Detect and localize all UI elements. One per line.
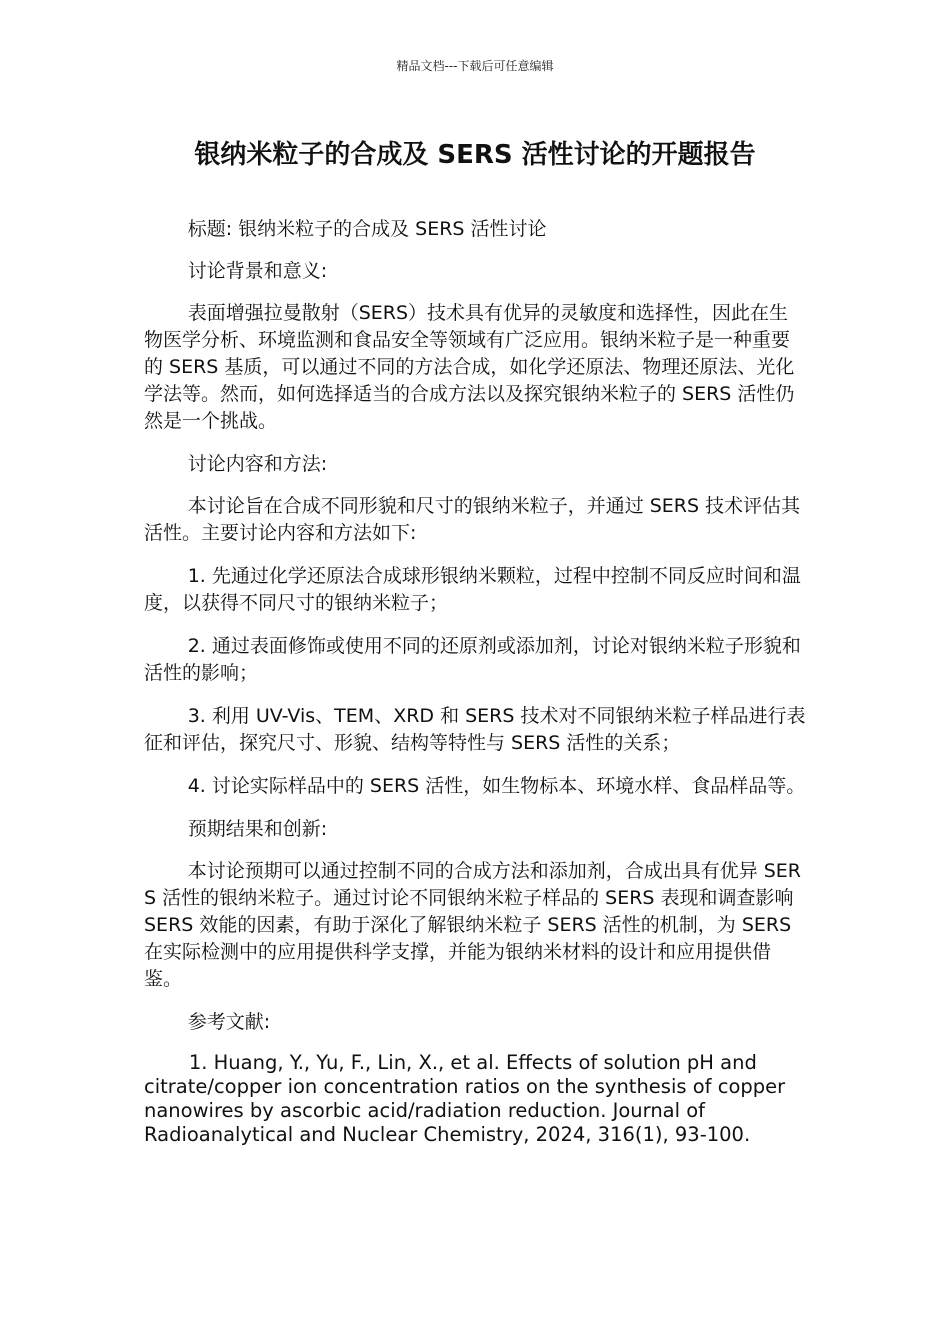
section-heading-content: 讨论内容和方法: bbox=[187, 453, 328, 475]
method-item-4: 4. 讨论实际样品中的 SERS 活性，如生物标本、环境水样、食品样品等。 bbox=[187, 775, 806, 797]
subject-line: 标题: 银纳米粒子的合成及 SERS 活性讨论 bbox=[187, 218, 547, 240]
method-item-1: 1. 先通过化学还原法合成球形银纳米颗粒，过程中控制不同反应时间和温度，以获得不同尺寸的银纳米粒子； bbox=[144, 565, 801, 614]
background-paragraph: 表面增强拉曼散射（SERS）技术具有优异的灵敏度和选择性，因此在生物医学分析、环境监测和食品安全等领域有广泛应用。银纳米粒子是一种重要的 SERS 基质，可以通过不同的方法合成，如化学还原法、物理还原法、光化学法等。然而，如何选择适当的合成方法以及探究银纳米粒子的 SERS 活性仍然是一个挑战。 bbox=[144, 302, 795, 432]
content-intro-paragraph: 本讨论旨在合成不同形貌和尺寸的银纳米粒子，并通过 SERS 技术评估其活性。主要讨论内容和方法如下: bbox=[144, 495, 801, 544]
document-body bbox=[144, 216, 806, 1147]
section-heading-background: 讨论背景和意义: bbox=[187, 260, 328, 282]
page-header-note: 精品文档---下载后可任意编辑 bbox=[396, 59, 554, 73]
section-heading-results: 预期结果和创新: bbox=[187, 818, 328, 840]
results-paragraph: 本讨论预期可以通过控制不同的合成方法和添加剂，合成出具有优异 SERS 活性的银纳米粒子。通过讨论不同银纳米粒子样品的 SERS 表现和调查影响 SERS 效能的因素，有助于深化了解银纳米粒子 SERS 活性的机制，为 SERS 在实际检测中的应用提供科学支撑，并能为银纳米材料的设计和应用提供借鉴。 bbox=[144, 860, 801, 990]
method-item-2: 2. 通过表面修饰或使用不同的还原剂或添加剂，讨论对银纳米粒子形貌和活性的影响； bbox=[144, 635, 801, 684]
document-title: 银纳米粒子的合成及 SERS 活性讨论的开题报告 bbox=[194, 140, 756, 170]
section-heading-references: 参考文献: bbox=[187, 1011, 271, 1033]
method-item-3: 3. 利用 UV-Vis、TEM、XRD 和 SERS 技术对不同银纳米粒子样品进行表征和评估，探究尺寸、形貌、结构等特性与 SERS 活性的关系； bbox=[144, 705, 806, 754]
reference-item-1: 1. Huang, Y., Yu, F., Lin, X., et al. Effects of solution pH and citrate/copper ion concentration ratios on the synthesis of copper nanowires by ascorbic acid/radiation reduction. Journal of Radioanalytical and Nuclear Chemistry, 2024, 316(1), 93-100. bbox=[144, 1051, 786, 1146]
